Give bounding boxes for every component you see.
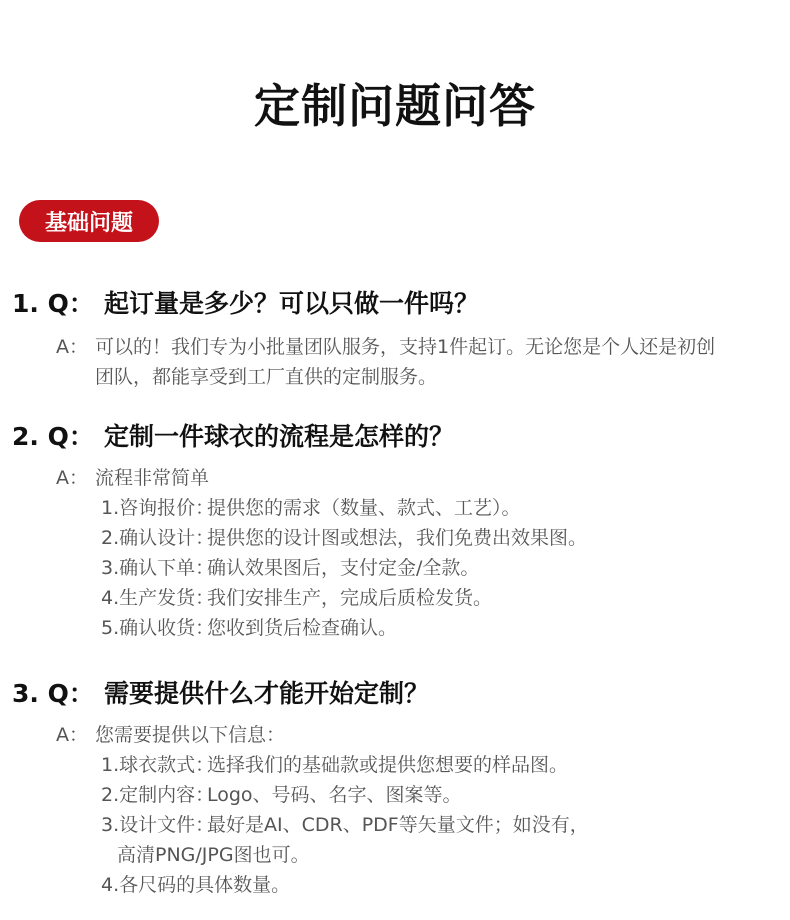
process-step bbox=[95, 523, 770, 553]
answer-line: 团队，都能享受到工厂直供的定制服务。 bbox=[95, 366, 438, 388]
item-text: 选择我们的基础款或提供您想要的样品图。 bbox=[207, 754, 569, 776]
answer-label: A： bbox=[56, 467, 88, 489]
question-number: 3. Q： bbox=[12, 679, 94, 708]
step-text: 提供您的需求（数量、款式、工艺）。 bbox=[207, 497, 521, 519]
process-step bbox=[95, 613, 770, 643]
item-text: 最好是AI、CDR、PDF等矢量文件；如没有， bbox=[207, 814, 589, 836]
question-text: 需要提供什么才能开始定制？ bbox=[104, 679, 430, 708]
step-text: 我们安排生产，完成后质检发货。 bbox=[207, 587, 493, 609]
process-step bbox=[95, 583, 770, 613]
question-text: 起订量是多少？可以只做一件吗？ bbox=[104, 289, 480, 318]
info-item: 4.各尺码的具体数量。 bbox=[101, 874, 291, 896]
info-item-continuation: 高清PNG/JPG图也可。 bbox=[117, 844, 310, 866]
step-label: 2.确认设计： bbox=[101, 527, 215, 549]
answer-intro: 您需要提供以下信息： bbox=[95, 724, 286, 746]
item-label: 2.定制内容： bbox=[101, 784, 215, 806]
step-label: 3.确认下单： bbox=[101, 557, 215, 579]
question-text: 定制一件球衣的流程是怎样的？ bbox=[104, 422, 455, 451]
process-step bbox=[95, 493, 770, 523]
faq-answer-3 bbox=[56, 720, 770, 900]
page-title: 定制问题问答 bbox=[254, 79, 536, 133]
step-text: 您收到货后检查确认。 bbox=[207, 617, 398, 639]
info-item bbox=[95, 750, 770, 780]
item-text: Logo、号码、名字、图案等。 bbox=[207, 784, 462, 806]
step-text: 确认效果图后，支付定金/全款。 bbox=[207, 557, 480, 579]
process-step bbox=[95, 553, 770, 583]
answer-label: A： bbox=[56, 724, 88, 746]
info-item bbox=[95, 810, 770, 840]
question-number: 2. Q： bbox=[12, 422, 94, 451]
step-text: 提供您的设计图或想法，我们免费出效果图。 bbox=[207, 527, 588, 549]
item-label: 3.设计文件： bbox=[101, 814, 215, 836]
question-number: 1. Q： bbox=[12, 289, 94, 318]
faq-question-1 bbox=[12, 284, 479, 320]
faq-question-3 bbox=[12, 674, 429, 710]
section-badge-basic-questions: 基础问题 bbox=[19, 200, 159, 242]
step-label: 1.咨询报价： bbox=[101, 497, 215, 519]
step-label: 5.确认收货： bbox=[101, 617, 215, 639]
info-item bbox=[95, 780, 770, 810]
step-label: 4.生产发货： bbox=[101, 587, 215, 609]
answer-intro: 流程非常简单 bbox=[95, 467, 210, 489]
faq-answer-1 bbox=[56, 332, 770, 392]
faq-question-2 bbox=[12, 417, 454, 453]
faq-answer-2 bbox=[56, 463, 770, 643]
answer-label: A： bbox=[56, 336, 88, 358]
item-label: 1.球衣款式： bbox=[101, 754, 215, 776]
answer-line: 可以的！我们专为小批量团队服务，支持1件起订。无论您是个人还是初创 bbox=[95, 336, 716, 358]
